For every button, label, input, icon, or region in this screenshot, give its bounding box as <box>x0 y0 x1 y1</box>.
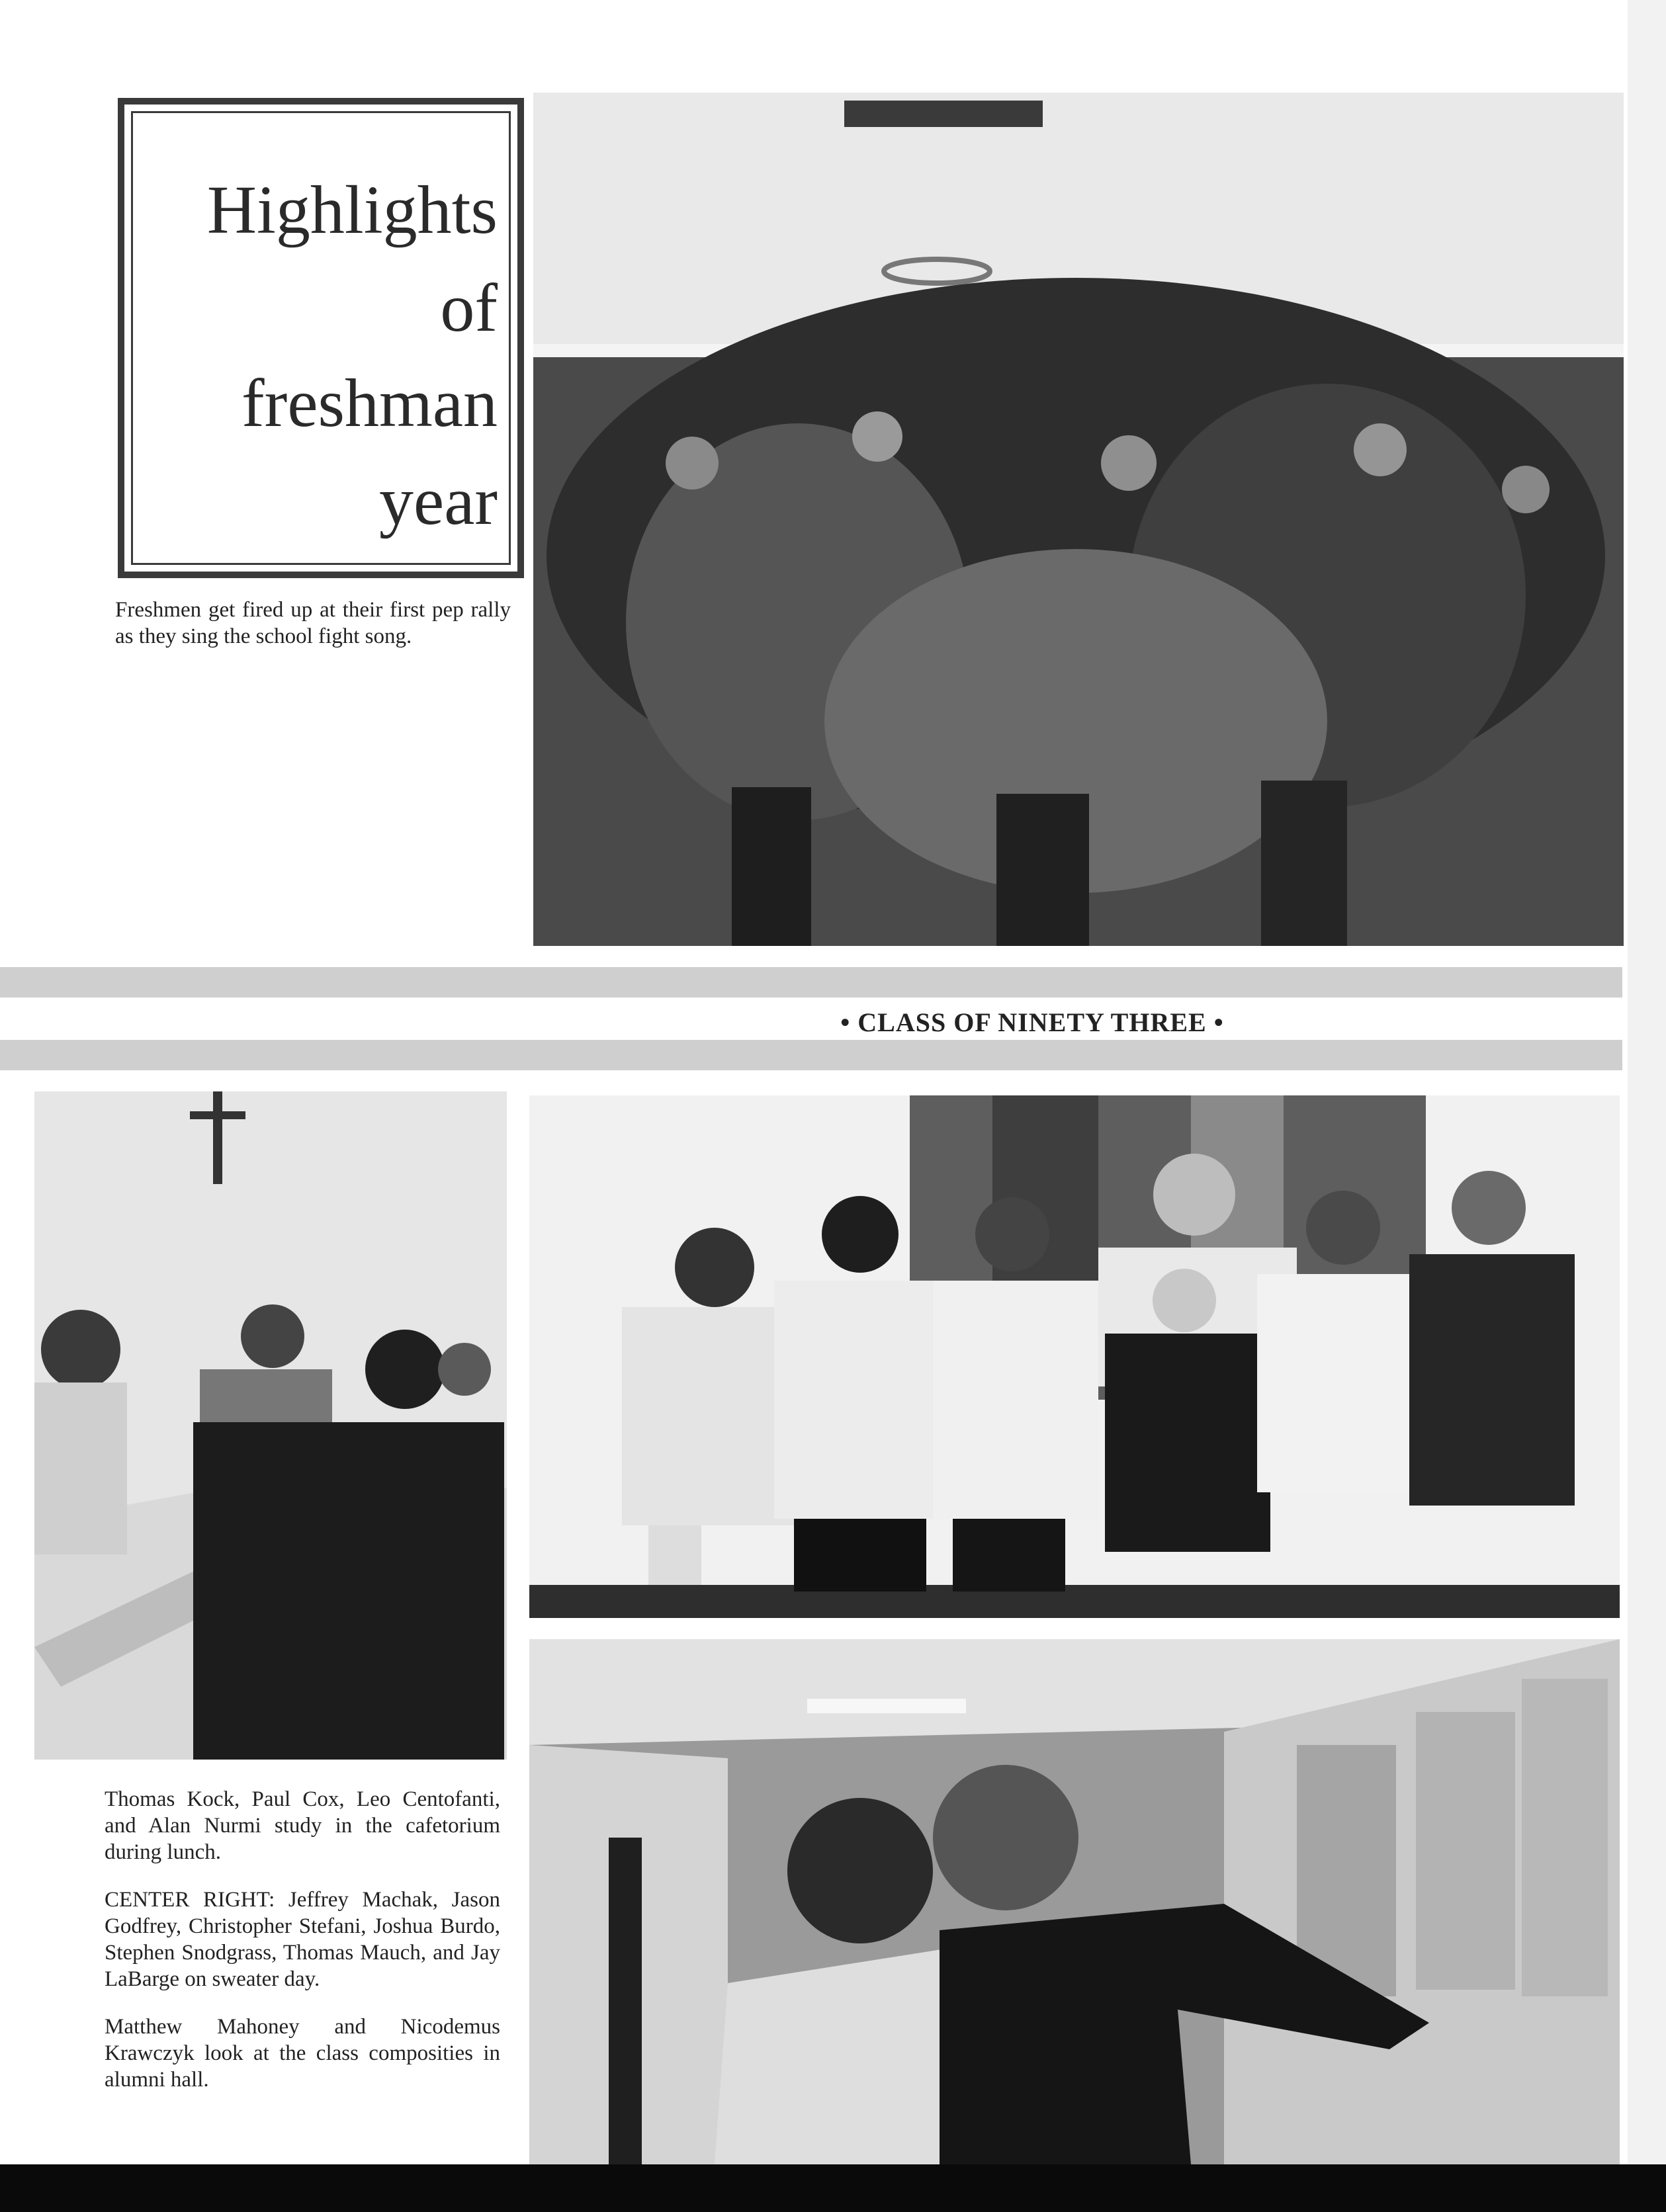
photo-sweater-day <box>529 1095 1620 1618</box>
photo-sweater-day-image <box>529 1095 1620 1618</box>
title-box <box>118 98 524 578</box>
band-stripe-top <box>0 967 1622 998</box>
scan-right-edge <box>1628 0 1666 2212</box>
photo-alumni-hall-image <box>529 1639 1620 2164</box>
title-line-4: year <box>379 463 498 539</box>
title-line-3: freshman <box>241 365 498 441</box>
band-stripe-bottom <box>0 1040 1622 1070</box>
caption-sweater-day: CENTER RIGHT: Jeffrey Machak, Jason Godfrey, Christopher Stefani, Joshua Burdo, Stephen Snodgrass, Thomas Mauch, and Jay LaBarge on sweater day. <box>105 1888 500 1991</box>
photo-pep-rally <box>533 93 1624 946</box>
photo-pep-rally-image <box>533 93 1624 946</box>
photo-alumni-hall <box>529 1639 1620 2164</box>
title-line-1: Highlights <box>206 172 498 248</box>
caption-cafeteria: Thomas Kock, Paul Cox, Leo Centofanti, and Alan Nurmi study in the cafetorium during lunch. <box>105 1787 500 1864</box>
band-heading: • CLASS OF NINETY THREE • <box>840 1007 1224 1037</box>
scan-bottom-bar <box>0 2164 1666 2212</box>
photo-cafeteria <box>34 1091 507 1760</box>
photo-cafeteria-image <box>34 1091 507 1760</box>
caption-alumni-hall: Matthew Mahoney and Nicodemus Krawczyk look at the class composities in alumni hall. <box>105 2015 500 2092</box>
title-line-2: of <box>440 270 498 346</box>
caption-pep-rally: Freshmen get fired up at their first pep rally as they sing the school fight song. <box>115 598 511 648</box>
